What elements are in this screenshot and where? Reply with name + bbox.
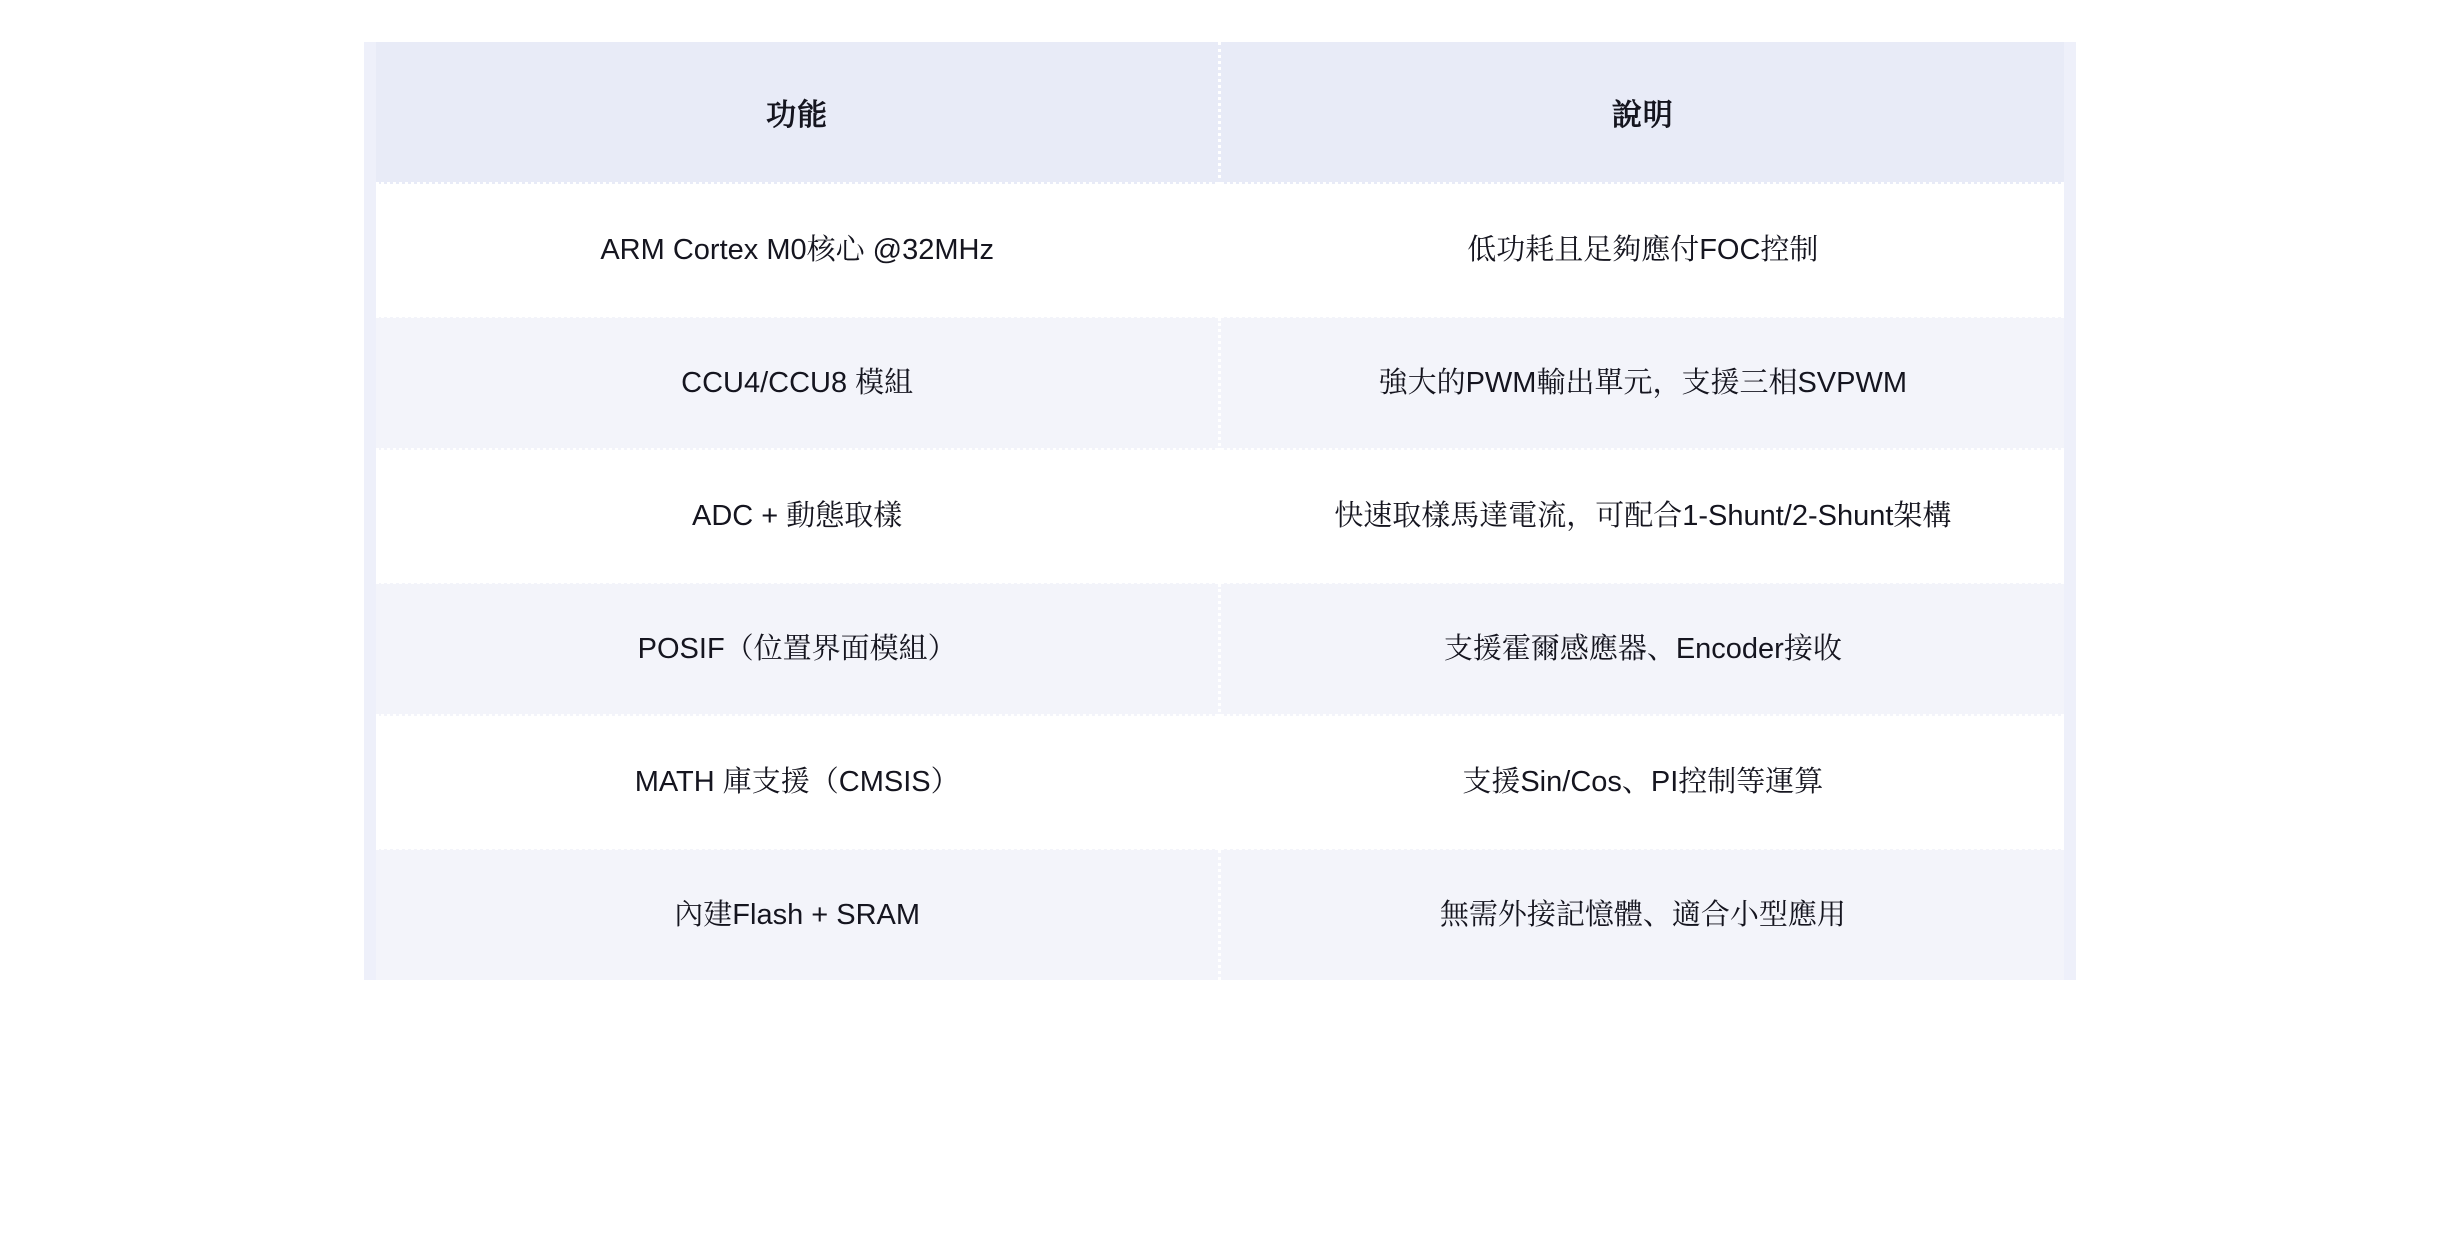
table-row (376, 317, 2064, 450)
cell-feature: POSIF（位置界面模組） (376, 583, 1220, 716)
table-row (376, 583, 2064, 716)
column-header-description: 說明 (1220, 42, 2064, 184)
cell-feature: ADC + 動態取樣 (376, 450, 1220, 583)
table-header (376, 42, 2064, 184)
cell-description: 強大的PWM輸出單元，支援三相SVPWM (1220, 317, 2064, 450)
cell-description: 低功耗且足夠應付FOC控制 (1220, 184, 2064, 317)
table-row (376, 450, 2064, 583)
cell-description: 支援霍爾感應器、Encoder接收 (1220, 583, 2064, 716)
table-gutter-left (364, 42, 376, 980)
feature-table (376, 42, 2064, 980)
table-header-row (376, 42, 2064, 184)
table-inner (364, 42, 2076, 980)
table-gutter-right (2064, 42, 2076, 980)
cell-description: 支援Sin/Cos、PI控制等運算 (1220, 716, 2064, 849)
table-row (376, 716, 2064, 849)
column-header-feature: 功能 (376, 42, 1220, 184)
cell-feature: MATH 庫支援（CMSIS） (376, 716, 1220, 849)
table-row (376, 184, 2064, 317)
feature-table-container (364, 42, 2076, 980)
cell-feature: 內建Flash + SRAM (376, 849, 1220, 981)
cell-description: 無需外接記憶體、適合小型應用 (1220, 849, 2064, 981)
table-body (376, 184, 2064, 981)
table-row (376, 849, 2064, 981)
cell-feature: CCU4/CCU8 模組 (376, 317, 1220, 450)
cell-description: 快速取樣馬達電流，可配合1-Shunt/2-Shunt架構 (1220, 450, 2064, 583)
cell-feature: ARM Cortex M0核心 @32MHz (376, 184, 1220, 317)
